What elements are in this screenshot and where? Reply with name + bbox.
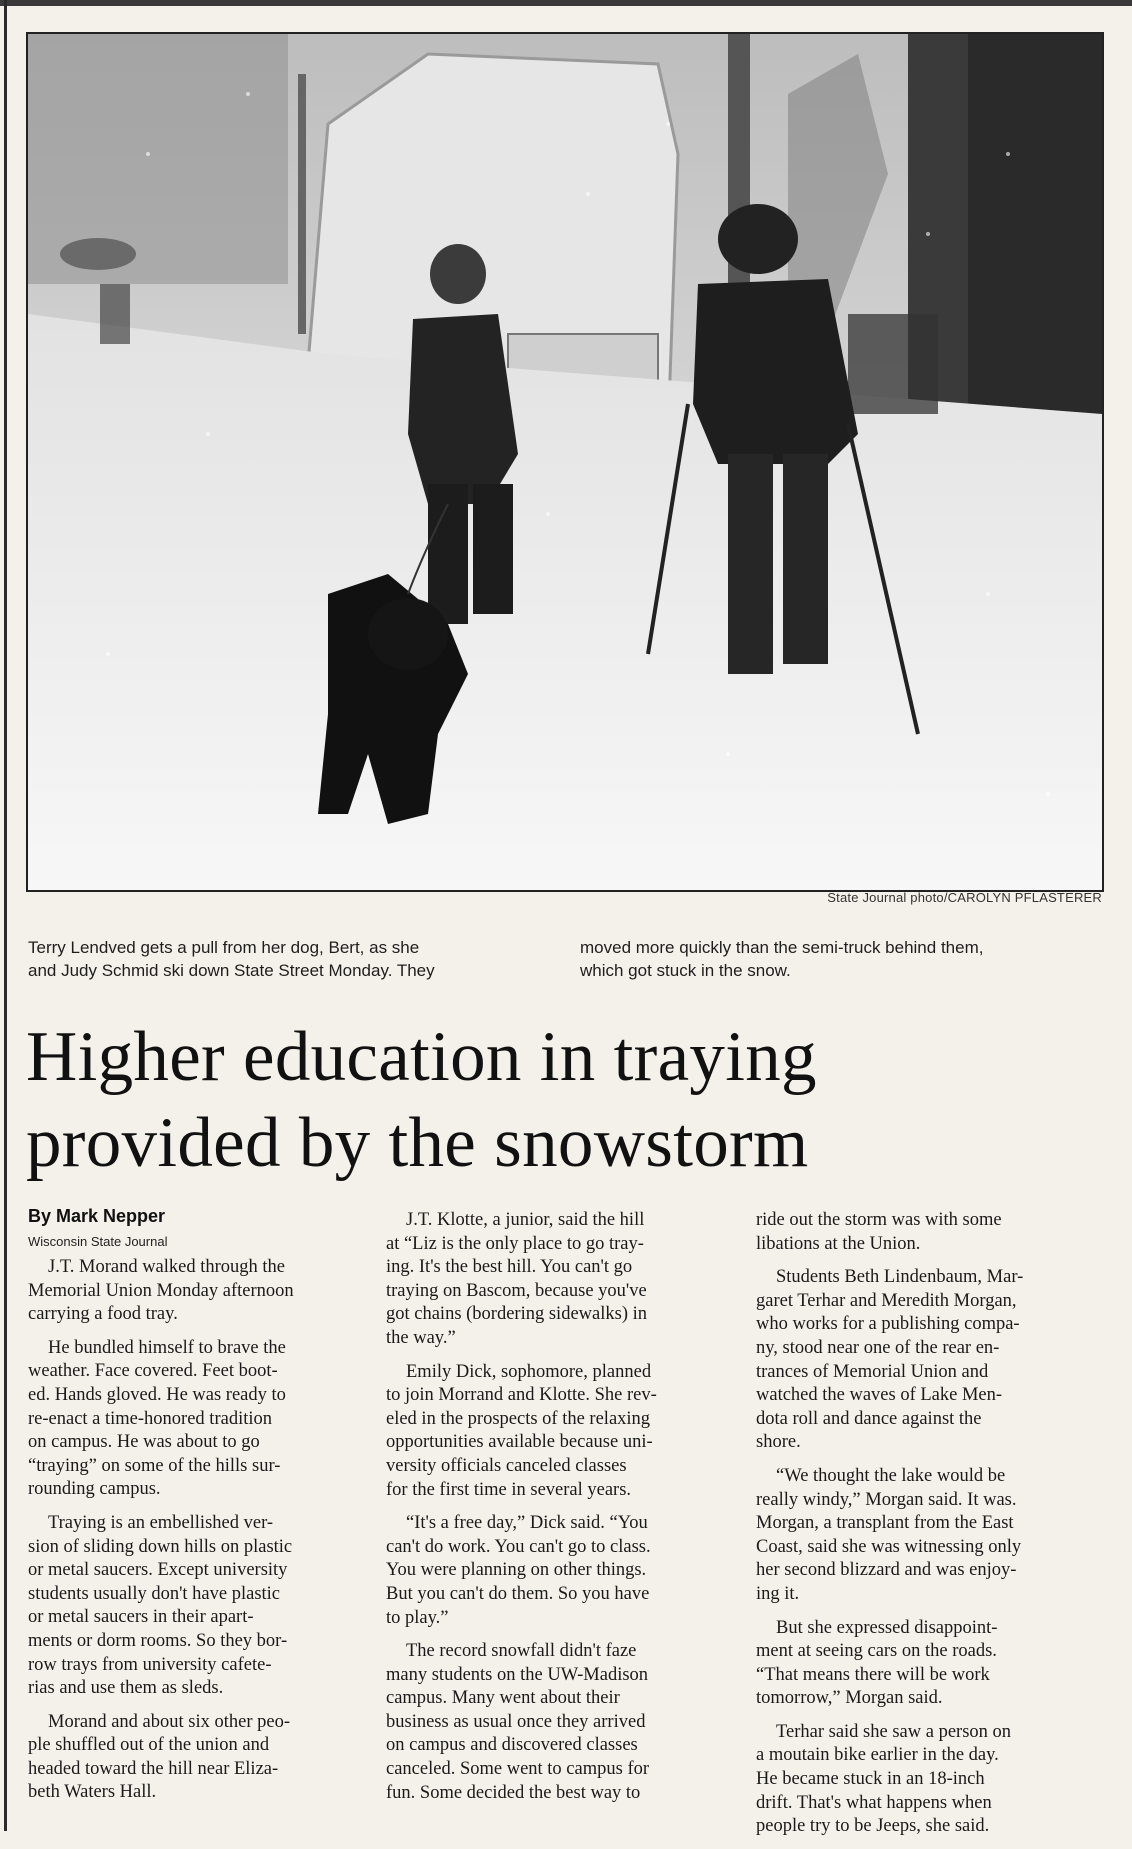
article-line: a moutain bike earlier in the day. [756,1745,999,1766]
article-line: The record snowfall didn't faze [406,1641,637,1662]
article-line: ny, stood near one of the rear en- [756,1337,1000,1358]
article-line: He became stuck in an 18-inch [756,1769,985,1790]
article-line: Emily Dick, sophomore, planned [406,1361,652,1382]
byline-affiliation: Wisconsin State Journal [28,1234,168,1249]
article-paragraph [756,1465,1106,1607]
article-line: beth Waters Hall. [28,1782,157,1803]
headline-line: provided by the snowstorm [26,1104,809,1182]
article-paragraph [28,1512,366,1701]
article-line: ed. Hands gloved. He was ready to [28,1384,286,1405]
article-line: Terhar said she saw a person on [776,1721,1012,1742]
article-line: Traying is an embellished ver- [48,1512,274,1533]
article-line: business as usual once they arrived [386,1711,646,1732]
article-line: Memorial Union Monday afternoon [28,1280,294,1301]
photo-credit: State Journal photo/CAROLYN PFLASTERER [827,890,1102,905]
article-line: Coast, said she was witnessing only [756,1536,1022,1557]
article-paragraph [386,1209,736,1351]
article-line: J.T. Klotte, a junior, said the hill [406,1210,645,1230]
column-rule [4,0,7,1831]
article-line: sion of sliding down hills on plastic [28,1536,293,1557]
article-line: trances of Memorial Union and [756,1361,989,1382]
article-line: Morand and about six other peo- [48,1711,290,1732]
article-line: “That means there will be work [756,1664,990,1685]
article-paragraph [28,1337,366,1502]
article-line: or metal saucers. Except university [28,1560,288,1581]
photo-caption-left [28,936,548,982]
article-line: opportunities available because uni- [386,1432,653,1453]
caption-line: Terry Lendved gets a pull from her dog, Bert, as she [28,938,420,957]
caption-line: and Judy Schmid ski down State Street Monday. They [28,961,435,980]
photo-caption-right [580,936,1100,982]
article-line: re-enact a time-honored tradition [28,1408,272,1429]
article-line: on campus. He was about to go [28,1432,260,1453]
article-paragraph [28,1711,366,1805]
article-paragraph [756,1209,1106,1256]
article-line: traying on Bascom, because you've [386,1280,647,1301]
article-line: Students Beth Lindenbaum, Mar- [776,1267,1024,1288]
article-line: “traying” on some of the hills sur- [28,1455,281,1476]
article-line: rounding campus. [28,1479,161,1500]
article-line: canceled. Some went to campus for [386,1759,650,1780]
headline [26,1014,1106,1186]
article-paragraph [386,1512,736,1630]
article-column-1 [28,1256,366,1815]
article-line: her second blizzard and was enjoy- [756,1560,1017,1581]
article-line: “We thought the lake would be [776,1465,1006,1486]
article-line: campus. Many went about their [386,1688,620,1709]
article-line: But she expressed disappoint- [776,1617,998,1638]
article-line: He bundled himself to brave the [48,1337,286,1358]
article-line: students usually don't have plastic [28,1583,281,1604]
article-line: ple shuffled out of the union and [28,1735,270,1756]
article-line: people try to be Jeeps, she said. [756,1816,990,1837]
article-line: for the first time in several years. [386,1479,632,1500]
article-line: row trays from university cafete- [28,1654,272,1675]
article-line: really windy,” Morgan said. It was. [756,1489,1017,1510]
article-line: ing it. [756,1583,800,1604]
article-line: weather. Face covered. Feet boot- [28,1361,278,1382]
article-paragraph [386,1640,736,1805]
article-line: You were planning on other things. [386,1560,647,1581]
article-line: at “Liz is the only place to go tray- [386,1233,644,1254]
article-line: the way.” [386,1327,456,1348]
article-line: shore. [756,1432,801,1453]
article-paragraph [756,1721,1106,1839]
article-line: carrying a food tray. [28,1304,178,1325]
article-line: ments or dorm rooms. So they bor- [28,1630,288,1651]
article-paragraph [386,1361,736,1503]
article-line: headed toward the hill near Eliza- [28,1758,279,1779]
top-rule [0,0,1132,6]
article-column-2 [386,1209,736,1815]
article-line: rias and use them as sleds. [28,1678,224,1699]
article-line: watched the waves of Lake Men- [756,1385,1003,1406]
article-line: fun. Some decided the best way to [386,1782,641,1803]
article-line: eled in the prospects of the relaxing [386,1408,651,1429]
article-paragraph [28,1256,366,1327]
caption-line: which got stuck in the snow. [580,961,791,980]
news-photo [26,32,1104,892]
article-line: garet Terhar and Meredith Morgan, [756,1290,1017,1311]
article-line: libations at the Union. [756,1233,921,1254]
article-line: ing. It's the best hill. You can't go [386,1257,633,1278]
article-line: who works for a publishing compa- [756,1314,1020,1335]
article-column-3 [756,1209,1106,1849]
article-line: drift. That's what happens when [756,1792,992,1813]
byline: By Mark Nepper [28,1206,166,1226]
article-line: ment at seeing cars on the roads. [756,1641,997,1662]
article-line: to play.” [386,1607,449,1628]
article-line: J.T. Morand walked through the [48,1257,286,1277]
article-line: many students on the UW-Madison [386,1664,649,1685]
article-line: tomorrow,” Morgan said. [756,1688,943,1709]
article-line: to join Morrand and Klotte. She rev- [386,1385,657,1406]
article-line: or metal saucers in their apart- [28,1607,254,1628]
caption-line: moved more quickly than the semi-truck behind them, [580,938,984,957]
article-line: ride out the storm was with some [756,1210,1002,1230]
article-line: got chains (bordering sidewalks) in [386,1304,647,1325]
article-line: Morgan, a transplant from the East [756,1513,1014,1534]
article-line: versity officials canceled classes [386,1455,627,1476]
article-paragraph [756,1266,1106,1455]
article-line: “It's a free day,” Dick said. “You [406,1513,648,1534]
article-line: can't do work. You can't go to class. [386,1536,651,1557]
headline-line: Higher education in traying [26,1018,817,1096]
article-line: on campus and discovered classes [386,1735,638,1756]
article-line: dota roll and dance against the [756,1408,982,1429]
article-line: But you can't do them. So you have [386,1583,650,1604]
article-paragraph [756,1617,1106,1711]
